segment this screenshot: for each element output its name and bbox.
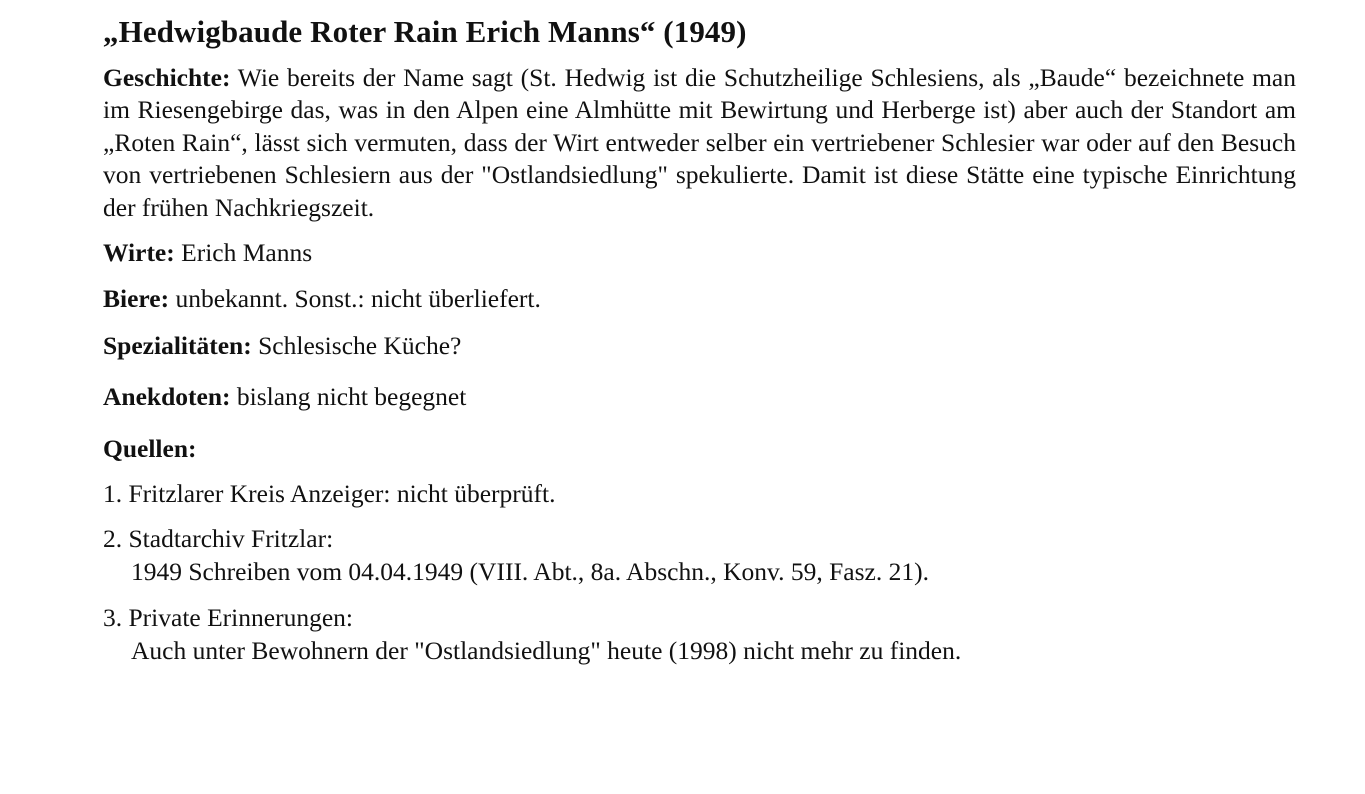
source-title: Stadtarchiv Fritzlar: <box>122 524 334 554</box>
specialties-line <box>103 330 1296 362</box>
source-item-1 <box>103 478 1296 510</box>
anecdotes-label: Anekdoten: <box>103 382 231 412</box>
history-label: Geschichte: <box>103 63 231 92</box>
hosts-text: Erich Manns <box>174 238 313 268</box>
source-detail: Auch unter Bewohnern der "Ostlandsiedlung" heute (1998) nicht mehr zu finden. <box>131 635 962 665</box>
beers-line <box>103 283 1296 315</box>
history-text: Wie bereits der Name sagt (St. Hedwig ist die Schutzheilige Schlesiens, als „Baude“ bezeichnete man im Riesengebirge das, was in den Alpen eine Almhütte mit Bewirtung und Herberge ist) aber auch der Standort am „Roten Rain“, lässt sich vermuten, dass der Wirt entweder selber ein vertriebener Schlesier war oder auf den Besuch von vertriebenen Schlesiern aus der "Ostlandsiedlung" spekulierte. Damit ist diese Stätte eine typische Einrichtung der frühen Nachkriegszeit. <box>103 63 1296 222</box>
specialties-text: Schlesische Küche? <box>251 330 462 360</box>
specialties-label: Spezialitäten: <box>103 330 252 360</box>
anecdotes-line <box>103 381 1296 413</box>
source-number: 2. <box>103 524 123 554</box>
source-item-3 <box>103 602 1296 667</box>
source-number: 3. <box>103 603 123 633</box>
source-item-2 <box>103 523 1296 588</box>
source-title: Private Erinnerungen: <box>122 603 353 633</box>
document-title: „Hedwigbaude Roter Rain Erich Manns“ (1949) <box>103 14 747 49</box>
anecdotes-text: bislang nicht begegnet <box>230 382 467 412</box>
sources-heading <box>103 433 1296 465</box>
history-paragraph <box>103 62 1296 224</box>
beers-text: unbekannt. Sonst.: nicht überliefert. <box>169 284 541 314</box>
source-detail: 1949 Schreiben vom 04.04.1949 (VIII. Abt., 8a. Abschn., Konv. 59, Fasz. 21). <box>131 556 929 586</box>
source-title: Fritzlarer Kreis Anzeiger: nicht überprüft. <box>122 479 556 509</box>
hosts-label: Wirte: <box>103 238 175 268</box>
beers-label: Biere: <box>103 284 170 314</box>
document-page <box>103 0 1296 667</box>
sources-label: Quellen: <box>103 433 197 463</box>
source-number: 1. <box>103 479 123 509</box>
hosts-line <box>103 237 1296 269</box>
